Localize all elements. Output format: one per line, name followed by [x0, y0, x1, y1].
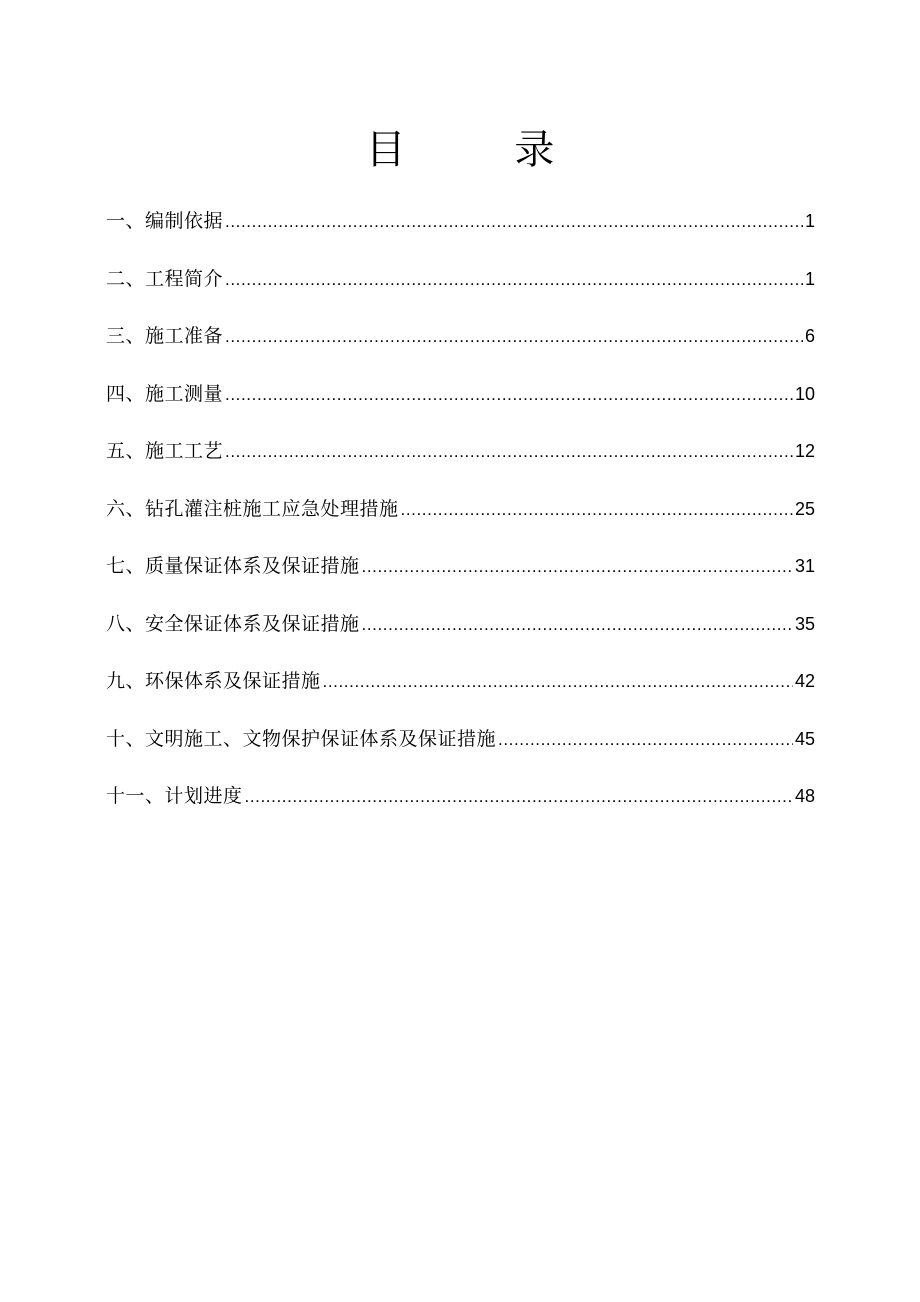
toc-entry[interactable]: [106, 604, 815, 662]
toc-entry-page: 48: [794, 786, 815, 806]
toc-entry[interactable]: [106, 546, 815, 604]
toc-entry-label: 八、安全保证体系及保证措施: [106, 612, 360, 635]
toc-entry-label: 七、质量保证体系及保证措施: [106, 555, 360, 577]
toc-dot-leader: [225, 375, 793, 415]
toc-entry-label: 一、编制依据: [106, 210, 224, 232]
toc-entry-label: 二、工程简介: [106, 267, 224, 290]
toc-entry-label: 十、文明施工、文物保护保证体系及保证措施: [106, 727, 497, 750]
toc-entry-page: 1: [804, 268, 815, 289]
toc-dot-leader: [362, 605, 793, 645]
page-title: 目 录: [365, 127, 603, 173]
table-of-contents: [106, 201, 815, 834]
toc-entry-page: 42: [794, 671, 815, 691]
toc-entry[interactable]: [106, 259, 815, 317]
toc-entry-label: 五、施工工艺: [106, 440, 224, 462]
toc-entry-page: 45: [794, 728, 815, 749]
toc-entry[interactable]: [106, 201, 815, 259]
toc-entry[interactable]: [106, 316, 815, 374]
toc-dot-leader: [245, 777, 793, 817]
toc-dot-leader: [323, 662, 793, 702]
toc-entry[interactable]: [106, 489, 815, 547]
toc-entry-label: 九、环保体系及保证措施: [106, 670, 321, 692]
toc-entry-page: 25: [794, 498, 815, 519]
toc-entry-page: 31: [794, 556, 815, 576]
toc-entry[interactable]: [106, 374, 815, 432]
toc-entry[interactable]: [106, 776, 815, 834]
toc-entry-page: 12: [794, 441, 815, 461]
toc-dot-leader: [225, 260, 803, 300]
toc-entry[interactable]: [106, 661, 815, 719]
toc-dot-leader: [401, 490, 793, 530]
toc-dot-leader: [498, 720, 793, 760]
toc-entry[interactable]: [106, 431, 815, 489]
toc-entry-page: 1: [804, 211, 815, 231]
toc-dot-leader: [225, 317, 803, 357]
toc-entry-label: 三、施工准备: [106, 325, 224, 347]
toc-entry-page: 6: [804, 326, 815, 346]
toc-entry-label: 六、钻孔灌注桩施工应急处理措施: [106, 497, 399, 520]
toc-dot-leader: [362, 547, 793, 587]
toc-entry-page: 35: [794, 613, 815, 634]
toc-dot-leader: [225, 432, 793, 472]
toc-entry-label: 四、施工测量: [106, 382, 224, 405]
toc-dot-leader: [225, 202, 803, 242]
toc-entry[interactable]: [106, 719, 815, 777]
toc-entry-label: 十一、计划进度: [106, 785, 243, 807]
toc-entry-page: 10: [794, 383, 815, 404]
